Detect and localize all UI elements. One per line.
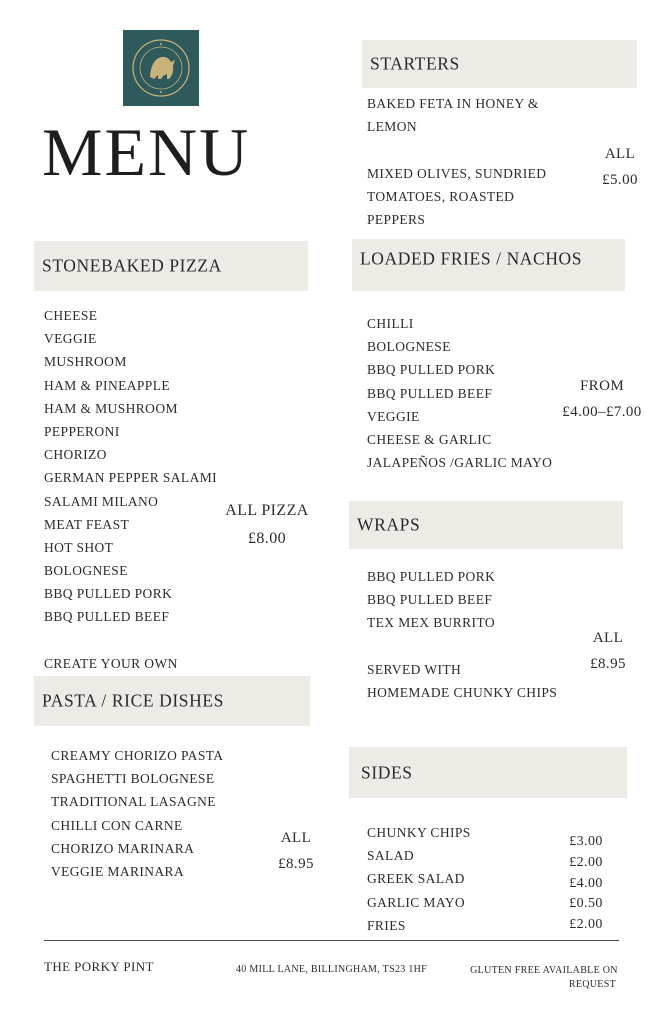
list-item: CHEESE & GARLIC [367, 431, 492, 447]
price-value: £5.00 [602, 172, 638, 188]
list-item: BBQ PULLED BEEF [44, 609, 170, 625]
list-item: CHILLI CON CARNE [51, 817, 183, 833]
list-item [367, 138, 546, 161]
price-label: ALL [280, 830, 312, 846]
list-item: CHORIZO [44, 447, 107, 463]
list-item: TRADITIONAL LASAGNE [51, 794, 216, 810]
list-item: CREATE YOUR OWN [44, 655, 178, 671]
list-item: SALAD [367, 848, 415, 864]
price-label: ALL PIZZA [225, 502, 309, 519]
list-item: GERMAN PEPPER SALAMI [44, 470, 218, 486]
price-value: £8.95 [590, 656, 626, 672]
list-item: BBQ PULLED PORK [44, 586, 173, 602]
footer-gluten-note: GLUTEN FREE AVAILABLE ON REQUEST [470, 965, 618, 990]
pizza-list [44, 304, 217, 675]
page-title: MENU [42, 114, 251, 190]
list-item: GARLIC MAYO [367, 894, 466, 910]
list-item: CREAMY CHORIZO PASTA [51, 748, 224, 763]
footer-name: THE PORKY PINT [44, 959, 154, 974]
fries-header: LOADED FRIES / NACHOS [352, 239, 625, 291]
pizza-price [218, 497, 316, 553]
price-value: £4.00 [569, 875, 603, 891]
list-item: PEPPERONI [44, 423, 120, 439]
list-item: BBQ PULLED BEEF [367, 592, 493, 608]
price-value: £3.00 [569, 834, 603, 849]
list-item: MEAT FEAST [44, 516, 130, 532]
list-item: SALAMI MILANO [44, 493, 159, 509]
wraps-price [578, 625, 638, 677]
list-item: BOLOGNESE [44, 563, 128, 579]
list-item: JALAPEÑOS /GARLIC MAYO [367, 455, 553, 471]
pasta-price [266, 825, 326, 877]
list-item: SERVED WITH [367, 661, 462, 677]
list-item: MUSHROOM [44, 354, 127, 370]
price-label: ALL [604, 146, 636, 162]
list-item [367, 635, 557, 658]
price-label: FROM [579, 378, 625, 394]
list-item: PEPPERS [367, 211, 426, 227]
porky-pint-logo-icon [123, 30, 199, 106]
price-value: £2.00 [569, 854, 603, 870]
list-item: TEX MEX BURRITO [367, 615, 496, 631]
list-item: VEGGIE MARINARA [51, 863, 185, 879]
fries-price [548, 373, 656, 425]
list-item: BAKED FETA IN HONEY & [367, 96, 539, 111]
price-value: £4.00–£7.00 [562, 404, 642, 420]
list-item: HAM & PINEAPPLE [44, 377, 171, 393]
list-item: CHILLI [367, 316, 414, 331]
list-item: TOMATOES, ROASTED [367, 188, 515, 204]
price-value: £2.00 [569, 917, 603, 933]
price-label: ALL [592, 630, 624, 646]
sides-header: SIDES [349, 747, 627, 798]
list-item: HOT SHOT [44, 539, 114, 555]
starters-list [367, 92, 546, 231]
list-item: VEGGIE [44, 331, 97, 347]
pizza-header: STONEBAKED PIZZA [34, 241, 308, 291]
price-value: £8.00 [248, 530, 286, 547]
price-value: £0.50 [569, 896, 603, 912]
list-item: HAM & MUSHROOM [44, 400, 178, 416]
list-item: BBQ PULLED PORK [367, 362, 496, 378]
pasta-header: PASTA / RICE DISHES [34, 676, 310, 726]
list-item [44, 629, 217, 652]
starters-header: STARTERS [362, 40, 637, 88]
list-item: VEGGIE [367, 408, 420, 424]
list-item: BOLOGNESE [367, 339, 451, 355]
wraps-list [367, 565, 557, 704]
list-item: GREEK SALAD [367, 871, 465, 887]
list-item: CHUNKY CHIPS [367, 825, 471, 840]
price-value: £8.95 [278, 856, 314, 872]
pasta-list [51, 744, 223, 883]
list-item: BBQ PULLED PORK [367, 569, 496, 584]
list-item: FRIES [367, 917, 406, 933]
wraps-header: WRAPS [349, 501, 623, 549]
footer-divider [44, 940, 619, 941]
sides-prices [556, 832, 616, 936]
fries-list [367, 312, 552, 474]
starters-price [590, 141, 650, 193]
sides-list [367, 821, 471, 937]
footer-address: 40 MILL LANE, BILLINGHAM, TS23 1HF [236, 964, 428, 975]
list-item: BBQ PULLED BEEF [367, 385, 493, 401]
list-item: LEMON [367, 119, 417, 135]
list-item: HOMEMADE CHUNKY CHIPS [367, 684, 558, 700]
list-item: CHORIZO MARINARA [51, 840, 195, 856]
list-item: MIXED OLIVES, SUNDRIED [367, 165, 547, 181]
list-item: SPAGHETTI BOLOGNESE [51, 771, 215, 787]
list-item: CHEESE [44, 308, 98, 323]
